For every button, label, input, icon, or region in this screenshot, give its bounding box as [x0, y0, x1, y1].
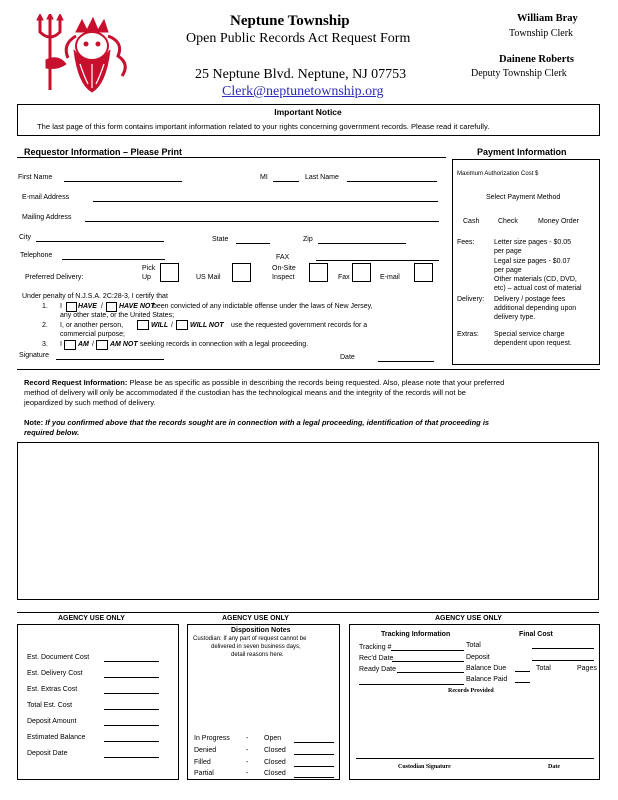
ready-date-label: Ready Date	[359, 666, 396, 673]
state-label: State	[212, 236, 229, 243]
record-request-label: Record Request Information:	[24, 378, 128, 387]
preferred-delivery-label: Preferred Delivery:	[25, 274, 84, 281]
cert-3-number: 3.	[42, 341, 48, 348]
have-not-checkbox[interactable]	[106, 302, 117, 312]
status-label: Filled	[194, 759, 211, 766]
fax-field[interactable]	[316, 260, 439, 261]
deputy-name: Dainene Roberts	[499, 54, 574, 65]
note-label: Note:	[24, 418, 44, 427]
onsite-label-2: Inspect	[272, 274, 295, 281]
max-cost-label: Maximum Authorization Cost $	[457, 171, 539, 177]
notice-title: Important Notice	[274, 107, 342, 117]
balance-paid-label: Balance Paid	[466, 676, 508, 683]
fees-label: Fees:	[457, 239, 475, 246]
status-dash: -	[246, 735, 249, 742]
am-not-checkbox[interactable]	[96, 340, 108, 350]
cert-1-number: 1.	[42, 303, 48, 310]
clerk-title: Township Clerk	[509, 28, 574, 39]
status-dash: -	[246, 747, 249, 754]
will-not-label: WILL NOT	[190, 322, 224, 329]
balance-due-field[interactable]	[515, 671, 530, 672]
delivery-text-1: Delivery / postage fees	[494, 296, 566, 303]
record-request-text-1: Please be as specific as possible in describing the records being requested. Also, please note that your preferred	[129, 378, 505, 387]
agency-cost-field[interactable]	[104, 677, 159, 678]
email-field[interactable]	[93, 201, 438, 202]
fees-other-2: etc) – actual cost of material	[494, 285, 582, 292]
agency-cost-field[interactable]	[104, 757, 159, 758]
form-title: Open Public Records Act Request Form	[186, 31, 411, 46]
requestor-heading: Requestor Information – Please Print	[24, 147, 183, 157]
important-notice	[17, 104, 600, 136]
custodian-date-label: Date	[548, 764, 560, 770]
cert-2-number: 2.	[42, 322, 48, 329]
agency-header-2: AGENCY USE ONLY	[222, 615, 289, 622]
mailing-label: Mailing Address	[22, 214, 72, 221]
agency-cost-label: Est. Extras Cost	[27, 686, 78, 693]
email-checkbox[interactable]	[414, 263, 433, 282]
agency-cost-field[interactable]	[104, 725, 159, 726]
have-label: HAVE	[78, 303, 97, 310]
notice-text: The last page of this form contains important information related to your rights concerning government records. Please read it carefully.	[37, 122, 490, 131]
check-option[interactable]: Check	[498, 218, 518, 225]
date-field[interactable]	[378, 361, 434, 362]
section-rule	[17, 369, 600, 370]
delivery-text-3: delivery type.	[494, 314, 536, 321]
fax-option-label: Fax	[338, 274, 350, 281]
agency-cost-label: Est. Delivery Cost	[27, 670, 83, 677]
agency-cost-field[interactable]	[104, 709, 159, 710]
cert-2-text: use the requested government records for a	[231, 322, 368, 329]
cert-1-i: I	[60, 303, 62, 310]
disposition-text-1: Custodian: If any part of request cannot be	[193, 636, 307, 642]
fees-legal-2: per page	[494, 267, 522, 274]
fax-label: FAX	[276, 254, 290, 261]
agency-cost-label: Deposit Amount	[27, 718, 77, 725]
mi-label: MI	[260, 174, 268, 181]
agency-rule	[17, 612, 599, 613]
fees-legal: Legal size pages - $0.07	[494, 258, 571, 265]
deposit-label: Deposit	[466, 654, 490, 661]
note-text-1: If you confirmed above that the records sought are in connection with a legal proceeding, identification of that proceeding is	[45, 418, 490, 427]
custodian-signature-label: Custodian Signature	[398, 764, 451, 770]
have-not-label: HAVE NOT	[119, 303, 155, 310]
deputy-title: Deputy Township Clerk	[471, 68, 567, 79]
cert-2-text-2: commercial purpose;	[60, 331, 125, 338]
status-state: Closed	[264, 759, 286, 766]
balance-due-label: Balance Due	[466, 665, 507, 672]
fax-checkbox[interactable]	[352, 263, 371, 282]
will-label: WILL	[151, 322, 169, 329]
onsite-checkbox[interactable]	[309, 263, 328, 282]
last-name-field[interactable]	[347, 181, 437, 182]
record-request-line-1	[24, 378, 504, 387]
first-name-label: First Name	[18, 174, 53, 181]
record-request-text-3: jeopardized by such method of delivery.	[24, 398, 156, 407]
will-checkbox[interactable]	[137, 320, 149, 330]
select-method-label: Select Payment Method	[486, 194, 561, 201]
recd-date-label: Rec'd Date	[359, 655, 394, 662]
cert-2-text-pre: I, or another person,	[60, 322, 124, 329]
extra-tracking-field[interactable]	[359, 684, 464, 685]
extras-label: Extras:	[457, 331, 479, 338]
fees-other: Other materials (CD, DVD,	[494, 276, 577, 283]
last-name-label: Last Name	[305, 174, 339, 181]
agency-cost-field[interactable]	[104, 693, 159, 694]
email-link[interactable]: Clerk@neptunetownship.org	[222, 84, 384, 99]
ready-date-field[interactable]	[397, 672, 464, 673]
city-label: City	[19, 234, 32, 241]
township-title: Neptune Township	[230, 13, 350, 29]
record-request-textarea[interactable]	[17, 442, 599, 600]
recd-date-field[interactable]	[392, 661, 464, 662]
note-line-1	[24, 418, 489, 427]
total-label: Total	[466, 642, 481, 649]
first-name-field[interactable]	[64, 181, 182, 182]
date-label: Date	[340, 354, 355, 361]
status-field[interactable]	[294, 742, 334, 743]
requestor-rule	[17, 157, 446, 158]
fees-letter-2: per page	[494, 248, 522, 255]
signature-label: Signature	[19, 352, 49, 359]
pages-label: Pages	[577, 665, 597, 672]
am-checkbox[interactable]	[64, 340, 76, 350]
email-option-label: E-mail	[380, 274, 400, 281]
status-label: Denied	[194, 747, 217, 754]
agency-cost-label: Est. Document Cost	[27, 654, 90, 661]
tracking-info-title: Tracking Information	[381, 631, 451, 638]
total-field[interactable]	[532, 648, 594, 649]
zip-field[interactable]	[318, 243, 406, 244]
cert-1-text: been convicted of any indictable offense under the laws of New Jersey,	[153, 303, 373, 310]
state-field[interactable]	[236, 243, 270, 244]
penalty-text: Under penalty of N.J.S.A. 2C:28-3, I certify that	[22, 293, 168, 300]
agency-cost-label: Total Est. Cost	[27, 702, 73, 709]
usmail-label: US Mail	[196, 274, 221, 281]
tracking-number-label: Tracking #	[359, 644, 392, 651]
cert-3-text: seeking records in connection with a legal proceeding.	[140, 341, 309, 348]
cash-option[interactable]: Cash	[463, 218, 480, 225]
delivery-text-2: additional depending upon	[494, 305, 577, 312]
zip-label: Zip	[303, 236, 313, 243]
status-dash: -	[246, 770, 249, 777]
total-pages-label: Total	[536, 665, 551, 672]
am-not-label: AM NOT	[110, 341, 138, 348]
money-order-option[interactable]: Money Order	[538, 218, 579, 225]
final-cost-title: Final Cost	[519, 631, 553, 638]
am-label: AM	[78, 341, 89, 348]
pickup-checkbox[interactable]	[160, 263, 179, 282]
agency-header-3: AGENCY USE ONLY	[435, 615, 502, 622]
disposition-text-3: detail reasons here.	[231, 652, 284, 658]
status-field[interactable]	[294, 754, 334, 755]
agency-cost-field[interactable]	[104, 661, 159, 662]
extras-text-2: dependent upon request.	[494, 340, 572, 347]
payment-heading: Payment Information	[477, 147, 567, 157]
status-state: Closed	[264, 747, 286, 754]
telephone-label: Telephone	[20, 252, 53, 259]
have-checkbox[interactable]	[66, 302, 77, 312]
agency-cost-label: Deposit Date	[27, 750, 68, 757]
onsite-label-1: On-Site	[272, 265, 296, 272]
cert-2-slash: /	[171, 322, 173, 329]
note-text-2: required below.	[24, 428, 80, 437]
will-not-checkbox[interactable]	[176, 320, 188, 330]
balance-paid-field[interactable]	[515, 682, 530, 683]
city-field[interactable]	[36, 241, 164, 242]
mi-field[interactable]	[273, 181, 299, 182]
cert-1-slash: /	[101, 303, 103, 310]
telephone-field[interactable]	[62, 259, 165, 260]
status-dash: -	[246, 759, 249, 766]
status-label: Partial	[194, 770, 214, 777]
email-label: E-mail Address	[22, 194, 70, 201]
status-label: In Progress	[194, 735, 230, 742]
disposition-title: Disposition Notes	[231, 627, 291, 634]
record-request-text-2: method of delivery will only be accommodated if the custodian has the technological means and the integrity of the records will not be	[24, 388, 466, 397]
disposition-text-2: delivered in seven business days,	[211, 644, 301, 650]
clerk-name: William Bray	[517, 13, 578, 24]
cert-3-i: I	[60, 341, 62, 348]
delivery-label: Delivery:	[457, 296, 485, 303]
agency-header-1: AGENCY USE ONLY	[58, 615, 125, 622]
cert-3-slash: /	[92, 341, 94, 348]
custodian-signature-field[interactable]	[356, 758, 594, 759]
status-field[interactable]	[294, 766, 334, 767]
agency-cost-label: Estimated Balance	[27, 734, 86, 741]
neptune-logo	[32, 14, 140, 94]
extras-text-1: Special service charge	[494, 331, 565, 338]
address: 25 Neptune Blvd. Neptune, NJ 07753	[195, 67, 407, 82]
deposit-field[interactable]	[532, 660, 594, 661]
pickup-label-1: Pick	[142, 265, 156, 272]
status-state: Closed	[264, 770, 286, 777]
status-state: Open	[264, 735, 282, 742]
fees-letter: Letter size pages - $0.05	[494, 239, 572, 246]
agency-cost-field[interactable]	[104, 741, 159, 742]
cert-1-text-2: any other state, or the United States;	[60, 312, 175, 319]
status-field[interactable]	[294, 777, 334, 778]
signature-field[interactable]	[56, 359, 164, 360]
tracking-number-field[interactable]	[391, 650, 464, 651]
pickup-label-2: Up	[142, 274, 151, 281]
usmail-checkbox[interactable]	[232, 263, 251, 282]
records-provided-label: Records Provided	[448, 688, 494, 694]
mailing-field[interactable]	[85, 221, 439, 222]
